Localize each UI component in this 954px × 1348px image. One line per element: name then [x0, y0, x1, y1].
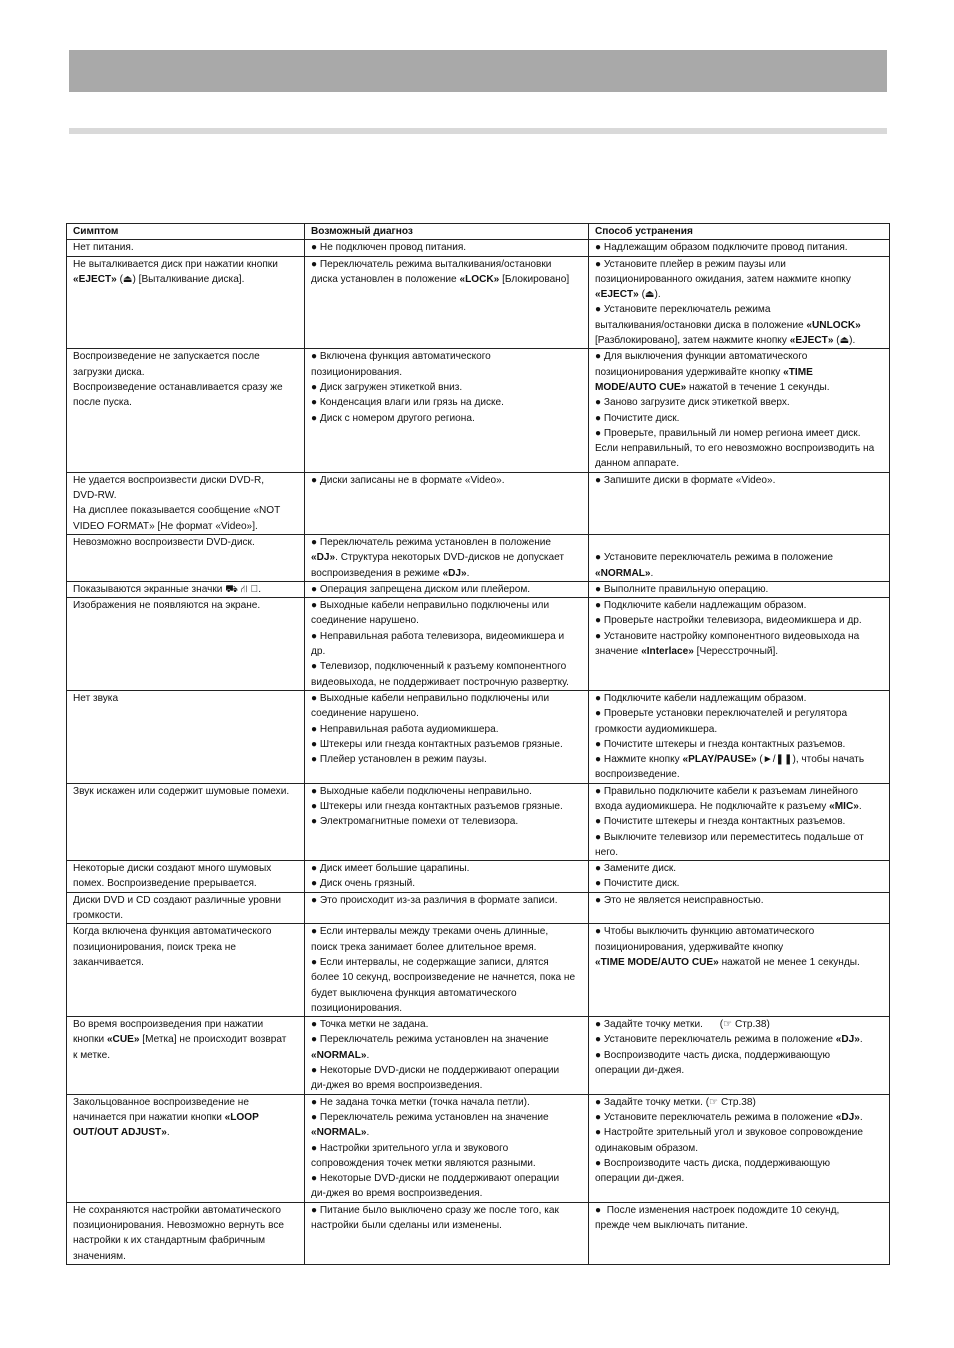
remedy-line: ● Проверьте установки переключателей и регулятора	[595, 708, 848, 720]
remedy-cell	[589, 1017, 890, 1094]
cause-line: воспроизведения в режиме «DJ».	[311, 567, 470, 579]
cause-line: ● Если интервалы, не содержащие записи, длятся	[311, 956, 549, 968]
symptom-line: Невозможно воспроизвести DVD-диск.	[73, 536, 255, 548]
cause-line: ● Переключатель режима установлен в положение	[311, 536, 552, 548]
remedy-line: позиционирования удерживайте кнопку «TIME	[595, 366, 813, 378]
remedy-line: ● Нажмите кнопку «PLAY/PAUSE» (►/❚❚), чтобы начать	[595, 754, 865, 766]
cause-line: ● Плейер установлен в режим паузы.	[311, 754, 487, 766]
remedy-line: «NORMAL».	[595, 567, 654, 579]
symptom-line: DVD-RW.	[73, 490, 117, 502]
remedy-line: ● Почистите штекеры и гнезда контактных разъемов.	[595, 738, 846, 750]
remedy-line: ● Установите переключатель режима	[595, 304, 771, 316]
symptom-cell	[67, 349, 305, 472]
cause-line: ди-джея во время воспроизведения.	[311, 1080, 483, 1092]
cause-line: диска установлен в положение «LOCK» [Блокировано]	[311, 273, 570, 285]
remedy-line: значение «Interlace» [Чересстрочный].	[595, 646, 779, 658]
cause-line: ● Диски записаны не в формате «Video».	[311, 474, 505, 486]
cause-line: «NORMAL».	[311, 1049, 370, 1061]
cause-line: ● Это происходит из-за различия в формате записи.	[311, 894, 558, 906]
remedy-line: ● Выполните правильную операцию.	[595, 583, 769, 595]
symptom-line: Не выталкивается диск при нажатии кнопки	[73, 258, 278, 270]
cause-line: ● Конденсация влаги или грязь на диске.	[311, 397, 504, 409]
cause-line: ● Диск с номером другого региона.	[311, 412, 475, 424]
symptom-line: помех. Воспроизведение прерывается.	[73, 878, 257, 890]
remedy-line: «TIME MODE/AUTO CUE» нажатой не менее 1 секунды.	[595, 956, 860, 968]
symptom-line: Нет звука	[73, 692, 119, 704]
symptom-line: Изображения не появляются на экране.	[73, 600, 261, 612]
remedy-cell	[589, 861, 890, 893]
symptom-cell	[67, 534, 305, 581]
symptom-line: Воспроизведение не запускается после	[73, 351, 260, 363]
cause-line: ● Некоторые DVD-диски не поддерживают операции	[311, 1173, 560, 1185]
symptom-cell	[67, 783, 305, 860]
remedy-line: ● Заново загрузите диск этикеткой вверх.	[595, 397, 790, 409]
symptom-line: Некоторые диски создают много шумовых	[73, 863, 272, 875]
remedy-line: позиционирования, удерживайте кнопку	[595, 941, 784, 953]
remedy-line: ● Надлежащим образом подключите провод питания.	[595, 242, 848, 254]
remedy-line: ● Правильно подключите кабели к разъемам линейного	[595, 785, 858, 797]
cause-cell	[305, 581, 589, 597]
cause-cell	[305, 892, 589, 924]
remedy-line: воспроизведение.	[595, 769, 680, 781]
table-row	[67, 581, 890, 597]
remedy-line: операции ди-джея.	[595, 1173, 685, 1185]
cause-cell	[305, 534, 589, 581]
remedy-line: ● После изменения настроек подождите 10 секунд,	[595, 1204, 840, 1216]
remedy-cell	[589, 256, 890, 349]
remedy-line: данном аппарате.	[595, 458, 680, 470]
remedy-cell	[589, 349, 890, 472]
symptom-cell	[67, 892, 305, 924]
symptom-line: Не сохраняются настройки автоматического	[73, 1204, 282, 1216]
remedy-line: ● Установите настройку компонентного видеовыхода на	[595, 630, 860, 642]
cause-line: ● Операция запрещена диском или плейером.	[311, 583, 531, 595]
symptom-line: заканчивается.	[73, 956, 144, 968]
cause-line: ● Штекеры или гнезда контактных разъемов грязные.	[311, 800, 563, 812]
cause-line: «NORMAL».	[311, 1127, 370, 1139]
table-row	[67, 240, 890, 256]
remedy-line: ● Чтобы выключить функцию автоматического	[595, 926, 815, 938]
remedy-cell	[589, 598, 890, 691]
remedy-line: Если неправильный, то его невозможно воспроизводить на	[595, 443, 875, 455]
remedy-line: громкости аудиомикшера.	[595, 723, 718, 735]
symptom-line: после пуска.	[73, 397, 132, 409]
table-row	[67, 472, 890, 534]
remedy-line: MODE/AUTO CUE» нажатой в течение 1 секунды.	[595, 381, 830, 393]
symptom-line: громкости.	[73, 910, 124, 922]
symptom-cell	[67, 472, 305, 534]
remedy-line: «EJECT» (⏏).	[595, 289, 661, 301]
symptom-line: позиционирования. Невозможно вернуть все	[73, 1220, 285, 1231]
symptom-line: На дисплее показывается сообщение «NOT	[73, 505, 281, 517]
cause-line: ● Включена функция автоматического	[311, 351, 491, 363]
header-symptom: Симптом	[67, 224, 305, 240]
remedy-line: ● Подключите кабели надлежащим образом.	[595, 600, 807, 612]
table-row	[67, 924, 890, 1017]
remedy-line: ● Воспроизводите часть диска, поддерживающую	[595, 1157, 831, 1169]
remedy-line: ● Для выключения функции автоматического	[595, 351, 808, 363]
symptom-line: Нет питания.	[73, 242, 134, 254]
symptom-cell	[67, 240, 305, 256]
remedy-line: ● Задайте точку метки. (☞ Стр.38)	[595, 1096, 756, 1108]
remedy-line: ● Воспроизводите часть диска, поддерживающую	[595, 1049, 831, 1061]
symptom-line: кнопки «CUE» [Метка] не происходит возврат	[73, 1034, 287, 1046]
remedy-line: входа аудиомикшера. Не подключайте к разъему «MIC».	[595, 800, 862, 812]
remedy-line: одинаковым образом.	[595, 1142, 698, 1154]
symptom-line: Воспроизведение останавливается сразу же	[73, 381, 283, 393]
remedy-cell	[589, 892, 890, 924]
remedy-line: ● Проверьте настройки телевизора, видеомикшера и др.	[595, 615, 862, 627]
symptom-line: Звук искажен или содержит шумовые помехи.	[73, 785, 290, 797]
remedy-line: [Разблокировано], затем нажмите кнопку «EJECT» (⏏).	[595, 335, 856, 347]
remedy-line: прежде чем выключать питание.	[595, 1220, 748, 1231]
cause-cell	[305, 598, 589, 691]
symptom-line: Закольцованное воспроизведение не	[73, 1096, 249, 1108]
cause-cell	[305, 861, 589, 893]
cause-cell	[305, 256, 589, 349]
remedy-cell	[589, 581, 890, 597]
cause-line: ● Переключатель режима установлен на значение	[311, 1111, 549, 1123]
symptom-line: OUT/OUT ADJUST».	[73, 1127, 170, 1139]
symptom-line: позиционирования, поиск трека не	[73, 941, 236, 953]
cause-line: позиционирования.	[311, 1002, 403, 1014]
remedy-line: ● Установите плейер в режим паузы или	[595, 258, 786, 270]
remedy-line: операции ди-джея.	[595, 1065, 685, 1077]
cause-line: более 10 секунд, воспроизведение не начнется, пока не	[311, 972, 576, 984]
table-row	[67, 1017, 890, 1094]
cause-line: «DJ». Структура некоторых DVD-дисков не допускает	[311, 552, 565, 564]
symptom-cell	[67, 1017, 305, 1094]
remedy-line: ● Настройте зрительный угол и звуковое сопровождение	[595, 1127, 863, 1139]
cause-line: соединение нарушено.	[311, 708, 419, 720]
table-row	[67, 1094, 890, 1202]
cause-line: ● Не задана точка метки (точка начала петли).	[311, 1096, 530, 1108]
cause-line: ● Точка метки не задана.	[311, 1019, 429, 1031]
cause-line: ● Выходные кабели неправильно подключены или	[311, 692, 550, 704]
cause-line: поиск трека занимает более длительное время.	[311, 941, 537, 953]
cause-line: ● Диск загружен этикеткой вниз.	[311, 381, 463, 393]
remedy-line	[595, 535, 886, 550]
symptom-cell	[67, 690, 305, 783]
remedy-line: ● Замените диск.	[595, 863, 677, 875]
cause-cell	[305, 690, 589, 783]
cause-line: будет выключена функция автоматического	[311, 987, 517, 999]
header-remedy: Способ устранения	[589, 224, 890, 240]
table-row	[67, 349, 890, 472]
cause-cell	[305, 924, 589, 1017]
symptom-line: «EJECT» (⏏) [Выталкивание диска].	[73, 273, 245, 285]
cause-cell	[305, 349, 589, 472]
table-row	[67, 598, 890, 691]
table-row	[67, 892, 890, 924]
remedy-line: ● Почистите диск.	[595, 412, 680, 424]
symptom-line: Диски DVD и CD создают различные уровни	[73, 894, 282, 906]
table-row	[67, 690, 890, 783]
cause-line: ● Неправильная работа аудиомикшера.	[311, 723, 499, 735]
cause-line: ● Переключатель режима установлен на значение	[311, 1034, 549, 1046]
symptom-line: к метке.	[73, 1049, 111, 1061]
symptom-cell	[67, 598, 305, 691]
remedy-line: ● Проверьте, правильный ли номер региона имеет диск.	[595, 427, 861, 439]
cause-cell	[305, 1017, 589, 1094]
symptom-line: Когда включена функция автоматического	[73, 926, 272, 938]
cause-line: ● Настройки зрительного угла и звукового	[311, 1142, 509, 1154]
remedy-line: ● Установите переключатель режима в положение «DJ».	[595, 1111, 863, 1123]
cause-line: др.	[311, 646, 326, 658]
table-row	[67, 783, 890, 860]
remedy-line: ● Установите переключатель режима в положение «DJ».	[595, 1034, 863, 1046]
symptom-line: Показываются экранные значки ⛟ ⛙ ⃠.	[73, 583, 262, 595]
cause-line: ● Не подключен провод питания.	[311, 242, 467, 254]
table-row	[67, 1202, 890, 1264]
symptom-line: Не удается воспроизвести диски DVD-R,	[73, 474, 265, 486]
remedy-line: ● Почистите штекеры и гнезда контактных разъемов.	[595, 816, 846, 828]
header-band	[69, 50, 887, 92]
symptom-line: значениям.	[73, 1250, 126, 1262]
cause-line: сопровождения точек метки являются разными.	[311, 1157, 536, 1169]
table-row	[67, 534, 890, 581]
cause-cell	[305, 1094, 589, 1202]
table-row	[67, 256, 890, 349]
cause-line: ● Телевизор, подключенный к разъему компонентного	[311, 661, 567, 673]
cause-line: настройки были сделаны или изменены.	[311, 1220, 502, 1231]
troubleshooting-table	[66, 223, 890, 1265]
cause-line: видеовыхода, не поддерживает построчную развертку.	[311, 676, 569, 688]
remedy-line: ● Подключите кабели надлежащим образом.	[595, 692, 807, 704]
cause-line: ● Выходные кабели неправильно подключены или	[311, 600, 550, 612]
cause-cell	[305, 240, 589, 256]
remedy-cell	[589, 240, 890, 256]
symptom-cell	[67, 256, 305, 349]
cause-cell	[305, 783, 589, 860]
cause-line: ● Некоторые DVD-диски не поддерживают операции	[311, 1065, 560, 1077]
remedy-line: ● Установите переключатель режима в положение	[595, 552, 833, 564]
symptom-line: VIDEO FORMAT» [Не формат «Video»].	[73, 520, 258, 532]
symptom-line: загрузки диска.	[73, 366, 145, 378]
cause-line: ● Если интервалы между треками очень длинные,	[311, 926, 549, 938]
symptom-cell	[67, 1202, 305, 1264]
remedy-cell	[589, 924, 890, 1017]
cause-line: ● Питание было выключено сразу же после того, как	[311, 1204, 559, 1216]
symptom-cell	[67, 1094, 305, 1202]
symptom-cell	[67, 924, 305, 1017]
remedy-line: ● Запишите диски в формате «Video».	[595, 474, 776, 486]
symptom-line: настройки к их стандартным фабричным	[73, 1235, 266, 1247]
remedy-cell	[589, 690, 890, 783]
symptom-line: Во время воспроизведения при нажатии	[73, 1019, 264, 1031]
table-row	[67, 861, 890, 893]
remedy-cell	[589, 783, 890, 860]
symptom-line: начинается при нажатии кнопки «LOOP	[73, 1111, 259, 1123]
cause-line: соединение нарушено.	[311, 615, 419, 627]
remedy-line: ● Это не является неисправностью.	[595, 894, 764, 906]
cause-line: ● Электромагнитные помехи от телевизора.	[311, 816, 519, 828]
table-header-row	[67, 224, 890, 240]
remedy-cell	[589, 1094, 890, 1202]
cause-line: ● Штекеры или гнезда контактных разъемов грязные.	[311, 738, 563, 750]
cause-line: ● Выходные кабели подключены неправильно.	[311, 785, 532, 797]
symptom-cell	[67, 581, 305, 597]
cause-line: ● Диск имеет большие царапины.	[311, 863, 470, 875]
cause-cell	[305, 472, 589, 534]
cause-line: ● Неправильная работа телевизора, видеомикшера и	[311, 630, 565, 642]
cause-line: ● Диск очень грязный.	[311, 878, 416, 890]
remedy-cell	[589, 1202, 890, 1264]
remedy-line: позиционированного ожидания, затем нажмите кнопку	[595, 273, 851, 285]
cause-line: ● Переключатель режима выталкивания/остановки	[311, 258, 552, 270]
remedy-line: него.	[595, 846, 619, 858]
symptom-cell	[67, 861, 305, 893]
remedy-cell	[589, 534, 890, 581]
cause-line: ди-джея во время воспроизведения.	[311, 1188, 483, 1200]
header-cause: Возможный диагноз	[305, 224, 589, 240]
header-rule	[69, 128, 887, 134]
remedy-cell	[589, 472, 890, 534]
cause-line: позиционирования.	[311, 366, 403, 378]
remedy-line: выталкивания/остановки диска в положение «UNLOCK»	[595, 319, 861, 331]
remedy-line: ● Почистите диск.	[595, 878, 680, 890]
remedy-line: ● Задайте точку метки. (☞ Стр.38)	[595, 1019, 770, 1031]
cause-cell	[305, 1202, 589, 1264]
remedy-line: ● Выключите телевизор или переместитесь подальше от	[595, 831, 864, 843]
